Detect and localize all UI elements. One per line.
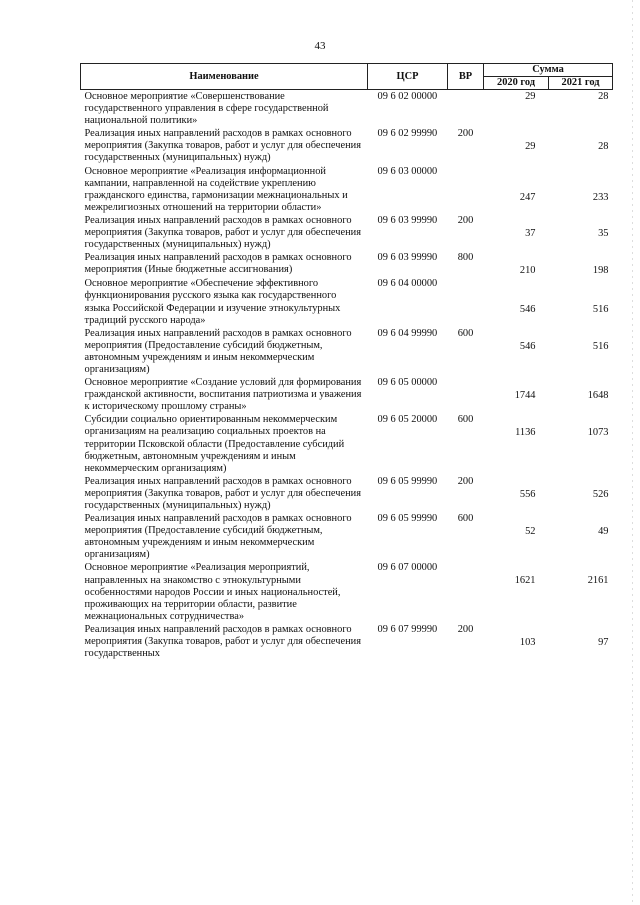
row-vr: 800 [457,252,474,264]
row-sum-2021: 516 [592,304,609,316]
row-csr: 09 6 04 99990 [377,327,438,339]
row-sum-2021: 198 [592,265,609,277]
scan-edge-line [632,0,633,905]
row-sum-2021: 2161 [587,575,609,587]
table-row [81,127,613,164]
table-row [81,90,613,128]
row-vr [448,165,484,214]
row-name: Реализация иных направлений расходов в рамках основного мероприятия (Предоставление субсидий бюджетным, автономным учреждениям и иным некоммерческим организациям) [84,327,352,375]
row-sum-2020: 546 [519,340,536,352]
table-row [81,561,613,622]
row-vr [448,561,484,622]
table-row [81,376,613,413]
row-name: Реализация иных направлений расходов в рамках основного мероприятия (Закупка товаров, работ и услуг для обеспечения государственных (муниципальных) нужд) [84,214,361,251]
page-number: 43 [314,40,326,52]
row-sum-2020: 29 [525,141,536,153]
row-csr: 09 6 07 00000 [377,562,438,574]
row-name: Реализация иных направлений расходов в рамках основного мероприятия (Закупка товаров, работ и услуг для обеспечения государственных (муниципальных) нужд) [84,128,361,164]
row-csr: 09 6 07 99990 [377,623,438,635]
row-csr: 09 6 03 99990 [377,252,438,264]
header-sum: Сумма [484,64,613,77]
row-sum-2021: 1648 [587,390,609,402]
row-csr: 09 6 05 20000 [377,414,438,426]
row-csr: 09 6 05 00000 [377,377,438,389]
row-sum-2020: 1621 [514,575,536,587]
table-row [81,327,613,376]
header-year-2020: 2020 год [484,77,549,90]
row-name: Основное мероприятие «Реализация информационной кампании, направленной на содействие укреплению гражданского единства, гармонизации межнациональных и межрелигиозных отношений на территории области» [84,165,348,213]
row-sum-2020: 247 [519,191,536,203]
row-name: Субсидии социально ориентированным некоммерческим организациям на реализацию социальных проектов на территории Псковской области (Предоставление субсидий бюджетным, автономным учреждениям и иным некоммерческим организациям) [84,414,345,474]
row-vr [448,277,484,326]
row-name: Основное мероприятие «Создание условий для формирования гражданской активности, воспитания патриотизма и уважения к историческому прошлому страны» [84,377,362,413]
table-row [81,251,613,277]
row-sum-2021: 35 [598,227,609,239]
row-csr: 09 6 04 00000 [377,278,438,290]
row-vr: 200 [457,214,474,226]
row-sum-2021: 28 [598,141,609,153]
row-csr: 09 6 02 00000 [377,91,438,102]
row-csr: 09 6 05 99990 [377,475,438,487]
row-vr: 600 [457,327,474,339]
row-sum-2021: 28 [598,91,609,102]
table-row [81,512,613,561]
row-csr: 09 6 03 00000 [377,165,438,177]
row-sum-2020: 1136 [515,427,536,439]
row-sum-2020: 210 [519,265,536,277]
row-sum-2021: 1073 [587,427,609,439]
row-sum-2021: 97 [598,636,609,648]
row-sum-2021: 49 [598,526,609,538]
table-row [81,165,613,214]
row-name: Реализация иных направлений расходов в рамках основного мероприятия (Закупка товаров, работ и услуг для обеспечения государственных (муниципальных) нужд) [84,475,361,511]
row-csr: 09 6 02 99990 [377,128,438,140]
row-name: Основное мероприятие «Совершенствование государственного управления в сфере государственной национальной политики» [84,91,329,127]
header-csr: ЦСР [368,64,448,90]
row-csr: 09 6 03 99990 [377,214,438,226]
row-sum-2021: 233 [592,191,609,203]
row-vr [448,376,484,413]
row-name: Основное мероприятие «Обеспечение эффективного функционирования русского языка как государственного языка Российской Федерации и изучение этнокультурных традиций русского народа» [84,278,341,326]
header-name: Наименование [81,64,368,90]
row-name: Основное мероприятие «Реализация мероприятий, направленных на знакомство с этнокультурными особенностями народов России и иных национальностей, проживающих на территории области, развитие межнациональных сотрудничества» [84,562,341,622]
row-vr: 600 [457,513,474,525]
header-vr: ВР [448,64,484,90]
row-sum-2020: 103 [519,636,536,648]
header-year-2021: 2021 год [549,77,613,90]
row-vr: 200 [457,475,474,487]
budget-table [80,63,613,660]
row-sum-2021: 526 [592,488,609,500]
table-row [81,277,613,326]
table-header-row [81,64,613,77]
row-name: Реализация иных направлений расходов в рамках основного мероприятия (Закупка товаров, работ и услуг для обеспечения государственных [84,623,361,660]
row-name: Реализация иных направлений расходов в рамках основного мероприятия (Предоставление субсидий бюджетным, автономным учреждениям и иным некоммерческим организациям) [84,513,352,561]
row-vr: 600 [457,414,474,426]
row-vr: 200 [457,128,474,140]
row-sum-2021: 516 [592,340,609,352]
row-sum-2020: 37 [525,227,536,239]
row-sum-2020: 1744 [514,390,536,402]
table-row [81,214,613,251]
row-sum-2020: 556 [519,488,536,500]
table-row [81,623,613,660]
row-vr: 200 [457,623,474,635]
row-sum-2020: 52 [525,526,536,538]
row-vr [448,90,484,128]
row-name: Реализация иных направлений расходов в рамках основного мероприятия (Иные бюджетные ассигнования) [84,252,352,276]
row-csr: 09 6 05 99990 [377,513,438,525]
row-sum-2020: 29 [525,91,536,102]
row-sum-2020: 546 [519,304,536,316]
table-row [81,413,613,474]
table-row [81,475,613,512]
